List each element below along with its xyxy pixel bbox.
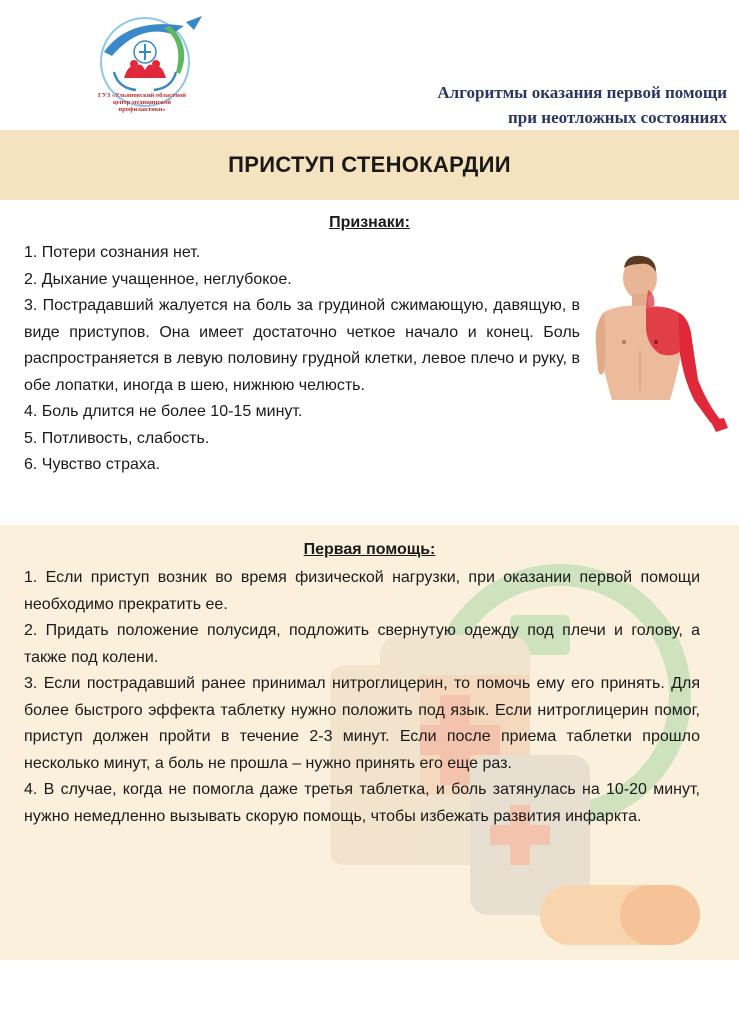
list-item: 3. Пострадавший жалуется на боль за грудиной сжимающую, давящую, в виде приступов. Она имеет достаточно четкое начало и конец. Боль распространяется в левую половину грудной клетки, левое плечо и руку, в обе лопатки, иногда в шею, нижнюю челюсть. — [24, 297, 580, 394]
list-item: 4. В случае, когда не помогла даже третья таблетка, и боль затянулась на 10-20 минут, нужно немедленно вызывать скорую помощь, чтобы избежать развития инфаркта. — [24, 781, 700, 825]
page-title: ПРИСТУП СТЕНОКАРДИИ — [228, 152, 511, 177]
signs-heading: Признаки: — [329, 214, 410, 231]
signs-list — [24, 240, 580, 479]
list-item: 2. Придать положение полусидя, подложить свернутую одежду под плечи и голову, а также под колени. — [24, 622, 700, 666]
subtitle-line: при неотложных состояниях — [508, 108, 727, 127]
org-name-line: профилактики» — [118, 106, 166, 113]
org-name-line: центр медицинской — [113, 99, 171, 106]
list-item: 1. Потери сознания нет. — [24, 244, 201, 261]
list-item: 2. Дыхание учащенное, неглубокое. — [24, 270, 292, 288]
header — [0, 0, 739, 130]
organization-name — [86, 92, 198, 113]
list-item: 3. Если пострадавший ранее принимал нитроглицерин, то помочь ему его принять. Для более быстрого эффекта таблетку нужно положить под язык. Если нитроглицерин помог, приступ должен пройти в течение 2-3 минут. Если после приема таблетки прошло несколько минут, а боль не прошла – нужно принять его еще раз. — [24, 675, 700, 772]
list-item: 4. Боль длится не более 10-15 минут. — [24, 403, 303, 420]
subtitle-line: Алгоритмы оказания первой помощи — [437, 83, 727, 102]
list-item: 6. Чувство страха. — [24, 456, 161, 473]
org-name-line: ГУЗ «Ульяновский областной — [98, 92, 186, 99]
first-aid-heading: Первая помощь: — [303, 541, 436, 558]
footer — [0, 960, 739, 1024]
series-subtitle — [437, 80, 727, 130]
chest-pain-illustration — [590, 250, 730, 450]
list-item: 1. Если приступ возник во время физической нагрузки, при оказании первой помощи необходимо прекратить ее. — [24, 569, 700, 613]
first-aid-list — [24, 565, 700, 830]
list-item: 5. Потливость, слабость. — [24, 429, 210, 447]
